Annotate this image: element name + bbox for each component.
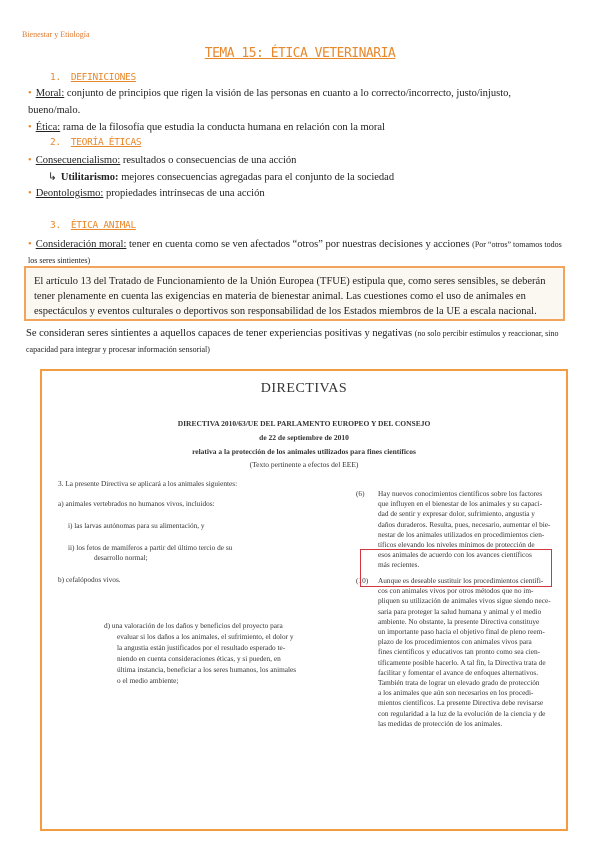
- page-title: TEMA 15: ÉTICA VETERINARIA: [204, 46, 396, 61]
- recital-line: que influyen en el bienestar de los animales y su capaci-: [378, 499, 543, 509]
- recital-line: esos animales de acuerdo con los avances científicos: [378, 550, 532, 560]
- bullet-icon: •: [28, 88, 32, 99]
- seres-sintientes-paragraph: [26, 327, 576, 340]
- recital-line: saria para proteger la salud humana y animal y el medio: [378, 606, 542, 616]
- item-d-line: la angustia están justificados por el resultado esperado te-: [117, 643, 286, 652]
- directive-date: de 22 de septiembre de 2010: [259, 433, 349, 442]
- item-a: a) animales vertebrados no humanos vivos, incluidos:: [58, 499, 215, 508]
- recital-line: facilitar y fomentar el avance de enfoques alternativos.: [378, 667, 539, 677]
- item-a-ii: ii) los fetos de mamíferos a partir del último tercio de su: [68, 543, 233, 552]
- section-title: TEORÍA ÉTICAS: [70, 137, 142, 148]
- recital-line: tíficamente posible hacerlo. A tal fin, la Directiva trata de: [378, 657, 546, 667]
- note-continued: capacidad para integrar y procesar información sensorial): [26, 345, 210, 354]
- recital-line: a los animales que aún son necesarios en los procedi-: [378, 688, 534, 698]
- recital-line: tíficos elevando los niveles mínimos de protección de: [378, 540, 535, 549]
- section-heading-teorias: [50, 137, 141, 148]
- recital-line: cos con animales vivos por otros métodos que no im-: [378, 586, 534, 596]
- recital-line: nestar de los animales utilizados en procedimientos cien-: [378, 529, 545, 539]
- definition-text: tener en cuenta como se ven afectados “otros” por nuestras decisiones y acciones: [126, 239, 473, 250]
- item-d-line: o el medio ambiente;: [117, 676, 179, 685]
- directive-heading: DIRECTIVAS: [260, 381, 348, 396]
- paragraph-text: Se consideran seres sintientes a aquellos capaces de tener experiencias positivas y negativas: [26, 328, 415, 339]
- tfue-callout-box: El artículo 13 del Tratado de Funcionamiento de la Unión Europea (TFUE) estipula que, como seres sensibles, se deberán tener plenamente en cuenta las exigencias en materia de bienestar animal. Las cuestiones como el uso de animales en espectáculos y eventos culturales o deportivos son responsabilidad de los Estados miembros de la UE a escala nacional.: [24, 266, 565, 321]
- recital-line: daños duraderos. Resulta, pues, necesario, aumentar el bie-: [378, 519, 551, 529]
- definition-consideracion-moral: [28, 238, 578, 251]
- definition-utilitarismo: [48, 171, 394, 183]
- recital-6-number: (6): [356, 489, 365, 498]
- recital-line: También trata de lograr un elevado grado de protección: [378, 678, 540, 687]
- recital-line: dad de sentir y expresar dolor, sufrimiento, angustia y: [378, 509, 535, 519]
- definition-moral: [28, 87, 578, 100]
- term-label: Consideración moral:: [35, 239, 127, 250]
- recital-line: plazo de los procedimientos con animales vivos para: [378, 637, 532, 647]
- term-label: Ética:: [35, 122, 61, 133]
- item-d-line: evaluar si los daños a los animales, el sufrimiento, el dolor y: [117, 632, 294, 641]
- recital-line: Hay nuevos conocimientos científicos sobre los factores: [378, 489, 543, 498]
- definition-text: resultados o consecuencias de una acción: [120, 155, 297, 166]
- section-number: 1.: [50, 72, 61, 83]
- section-title: DEFINICIONES: [70, 72, 136, 83]
- definition-text: conjunto de principios que rigen la visión de las personas en cuanto a lo correcto/incorrecto, justo/injusto,: [64, 88, 511, 99]
- recital-line: Aunque es deseable sustituir los procedimientos científi-: [378, 576, 544, 585]
- recital-10-number: (10): [356, 576, 369, 585]
- item-b: b) cefalópodos vivos.: [58, 575, 121, 584]
- definition-moral-continued: bueno/malo.: [28, 105, 81, 116]
- section-number: 3.: [50, 220, 61, 231]
- definition-etica: [28, 121, 578, 134]
- directive-name: DIRECTIVA 2010/63/UE DEL PARLAMENTO EUROPEO Y DEL CONSEJO: [177, 419, 431, 428]
- definition-consecuencialismo: [28, 154, 578, 167]
- term-label: Utilitarismo:: [60, 172, 119, 183]
- recital-line: pliquen su utilización de animales vivos sigue siendo nece-: [378, 596, 551, 606]
- term-label: Deontologismo:: [35, 188, 104, 199]
- arrow-icon: ↳: [48, 172, 57, 183]
- section-title: ÉTICA ANIMAL: [70, 220, 136, 231]
- definition-text: mejores consecuencias agregadas para el conjunto de la sociedad: [118, 172, 395, 183]
- section-heading-definiciones: [50, 72, 136, 83]
- definition-text: rama de la filosofía que estudia la conducta humana en relación con la moral: [60, 122, 385, 133]
- item-a-ii-cont: desarrollo normal;: [94, 553, 148, 562]
- recital-line: las medidas de protección de los animales.: [378, 718, 503, 728]
- recital-line: con regularidad a la luz de la evolución de la ciencia y de: [378, 708, 546, 718]
- term-label: Consecuencialismo:: [35, 155, 121, 166]
- document-header: Bienestar y Etiología: [22, 30, 90, 39]
- bullet-icon: •: [28, 188, 32, 199]
- section-number: 2.: [50, 137, 61, 148]
- item-a-i: i) las larvas autónomas para su alimentación, y: [68, 521, 205, 530]
- item-d-line: niendo en cuenta consideraciones éticas, y si pueden, en: [117, 654, 281, 663]
- bullet-icon: •: [28, 122, 32, 133]
- recital-line: ambiente. No obstante, la presente Directiva constituye: [378, 616, 540, 626]
- bullet-icon: •: [28, 239, 32, 250]
- definition-text: propiedades intrínsecas de una acción: [103, 188, 265, 199]
- directive-note: (Texto pertinente a efectos del EEE): [249, 460, 359, 469]
- highlight-box: [360, 549, 552, 587]
- article-3: 3. La presente Directiva se aplicará a los animales siguientes:: [58, 479, 238, 488]
- note-continued: los seres sintientes): [28, 256, 91, 265]
- recital-line: un importante paso hacia el objetivo final de pleno reem-: [378, 627, 545, 636]
- definition-deontologismo: [28, 187, 578, 200]
- note-text: (no solo percibir estímulos y reaccionar, sino: [414, 329, 559, 338]
- recital-line: más recientes.: [378, 560, 420, 570]
- recital-line: fines científicos y educativos tan pronto como sea cien-: [378, 647, 541, 657]
- recital-line: mientos científicos. La presente Directiva debe revisarse: [378, 698, 544, 708]
- directive-subject: relativa a la protección de los animales utilizados para fines científicos: [192, 447, 416, 456]
- term-label: Moral:: [35, 88, 65, 99]
- note-text: (Por “otros” tomamos todos: [472, 240, 562, 249]
- item-d: d) una valoración de los daños y beneficios del proyecto para: [104, 621, 283, 630]
- directive-excerpt-image: [40, 369, 568, 831]
- item-d-line: última instancia, beneficiar a los seres humanos, los animales: [117, 665, 297, 674]
- section-heading-etica-animal: [50, 220, 136, 231]
- bullet-icon: •: [28, 155, 32, 166]
